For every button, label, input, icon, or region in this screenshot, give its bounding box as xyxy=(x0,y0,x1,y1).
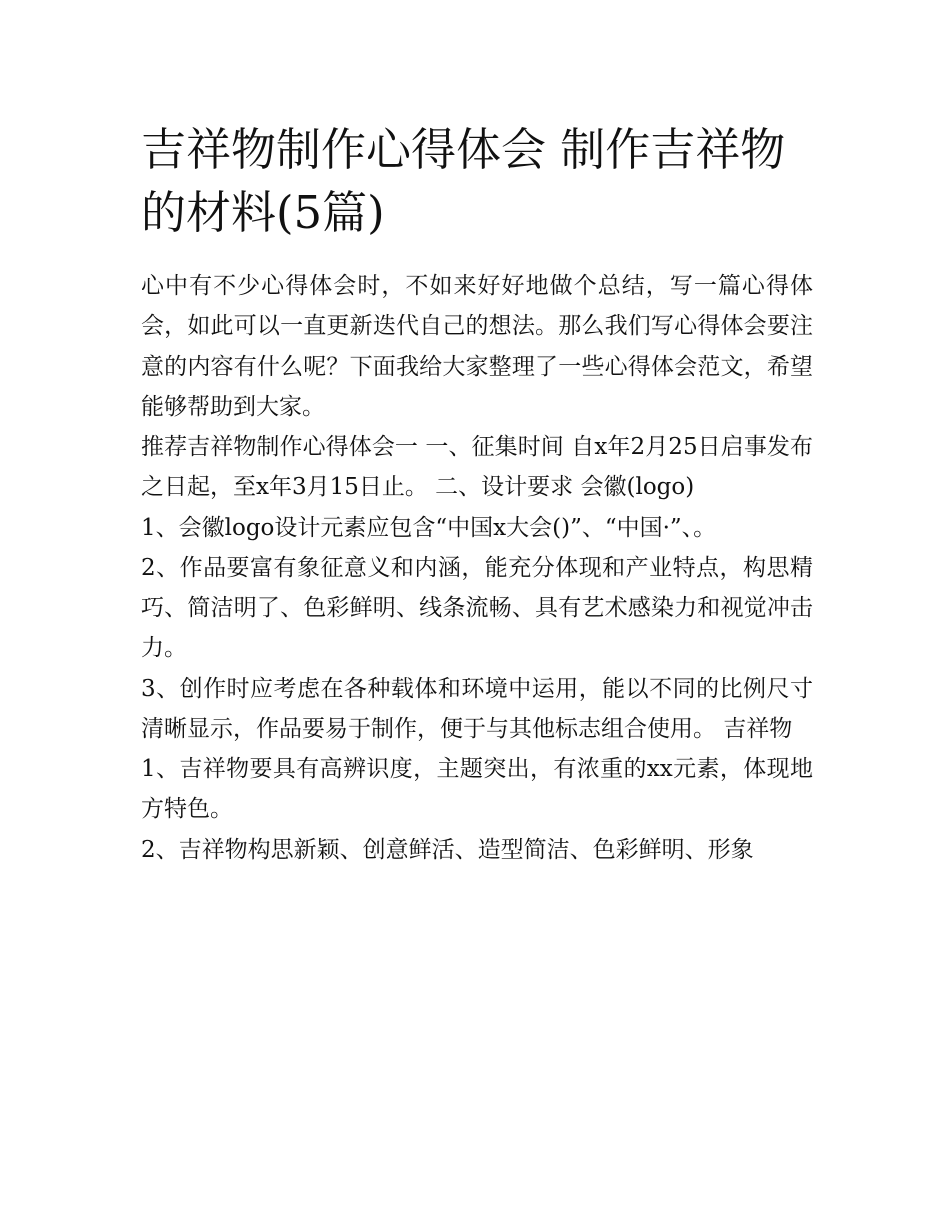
paragraph-mascot-item-1: 1、吉祥物要具有高辨识度，主题突出，有浓重的xx元素，体现地方特色。 xyxy=(141,756,813,823)
paragraph-mascot-item-2: 2、吉祥物构思新颖、创意鲜活、造型简洁、色彩鲜明、形象 xyxy=(141,836,754,863)
document-title: 吉祥物制作心得体会 制作吉祥物的材料(5篇) xyxy=(141,123,786,239)
paragraph-logo-item-2: 2、作品要富有象征意义和内涵，能充分体现和产业特点，构思精巧、简洁明了、色彩鲜明、线条流畅、具有艺术感染力和视觉冲击力。 xyxy=(141,554,813,662)
document-body xyxy=(141,118,813,870)
paragraph-recommendation: 推荐吉祥物制作心得体会一 一、征集时间 自x年2月25日启事发布之日起，至x年3月15日止。 二、设计要求 会徽(logo) xyxy=(141,434,813,501)
paragraph-logo-item-1: 1、会徽logo设计元素应包含“中国x大会()”、“中国·”、。 xyxy=(141,514,717,541)
paragraph-logo-item-3: 3、创作时应考虑在各种载体和环境中运用，能以不同的比例尺寸清晰显示，作品要易于制作，便于与其他标志组合使用。 吉祥物 xyxy=(141,675,813,742)
paragraph-intro: 心中有不少心得体会时，不如来好好地做个总结，写一篇心得体会，如此可以一直更新迭代自己的想法。那么我们写心得体会要注意的内容有什么呢？下面我给大家整理了一些心得体会范文，希望能够帮助到大家。 xyxy=(141,273,813,420)
